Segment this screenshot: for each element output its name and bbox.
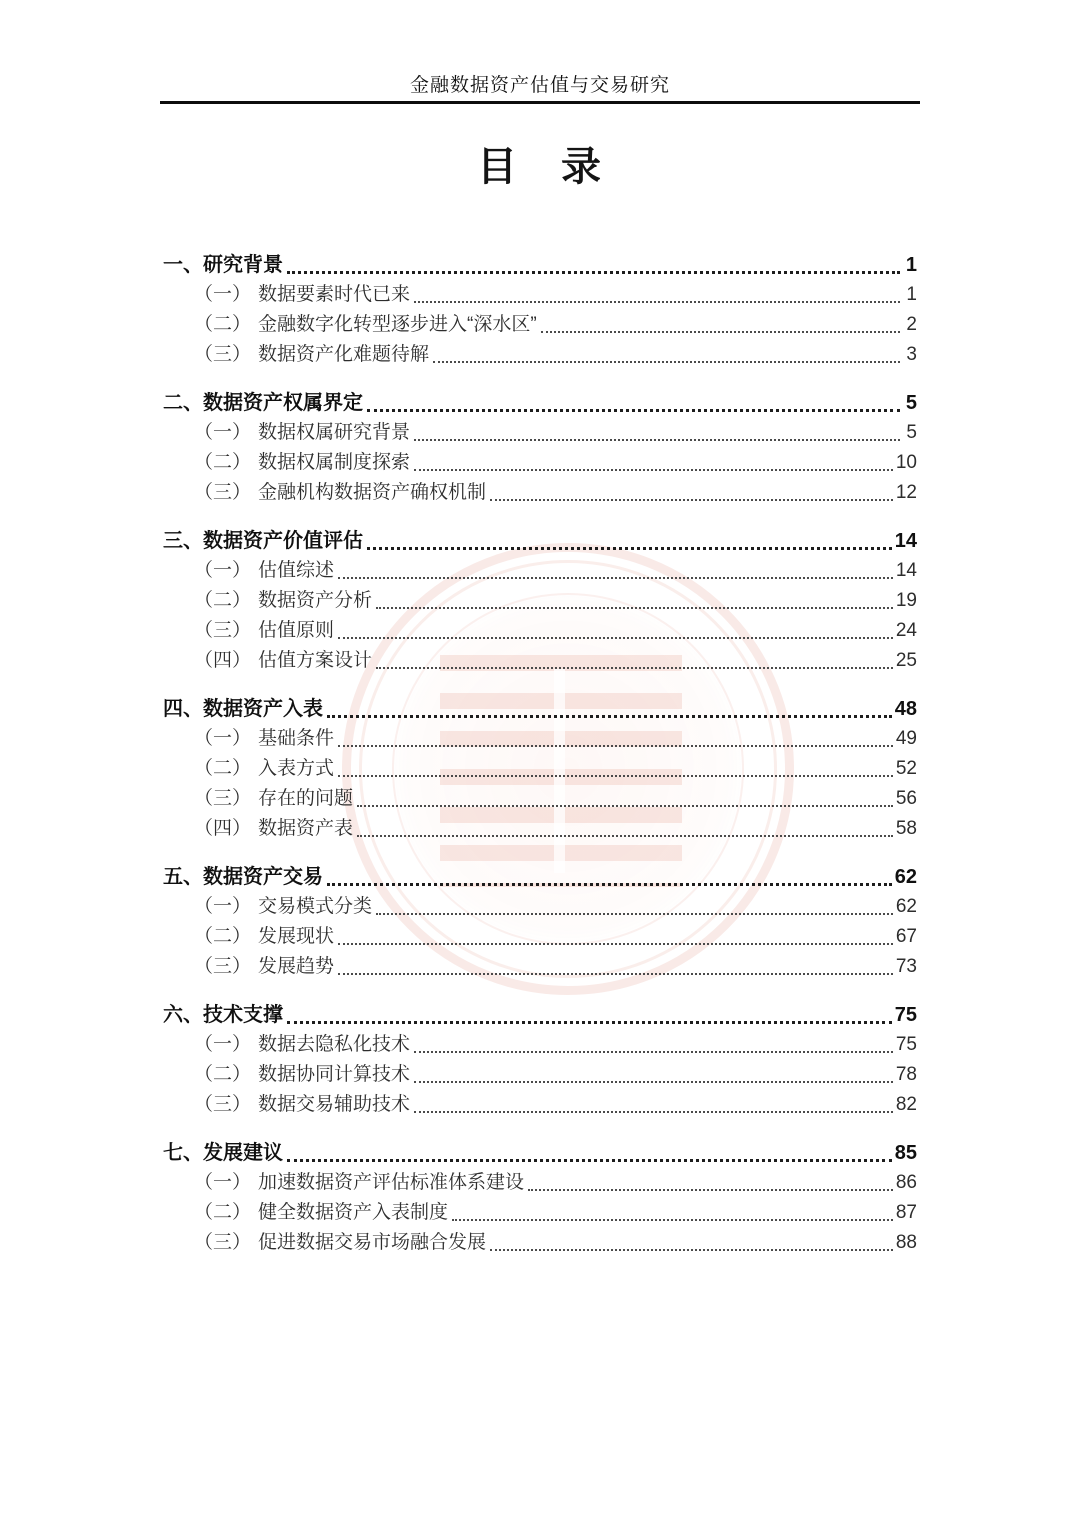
toc-item-label: 数据资产化难题待解 <box>258 344 430 365</box>
toc-item-row <box>163 312 917 338</box>
dot-leader <box>414 1051 893 1053</box>
toc-item-page-number: 12 <box>895 482 917 503</box>
toc-item-page-number: 78 <box>895 1064 917 1085</box>
toc-item-page-number: 14 <box>895 560 917 581</box>
toc-section-row <box>163 1002 917 1028</box>
toc-item-page-number: 3 <box>906 344 917 365</box>
toc-item-page-number: 75 <box>895 1034 917 1055</box>
toc-item-prefix: （三） <box>194 620 252 641</box>
toc-item-label: 金融机构数据资产确权机制 <box>258 482 487 503</box>
running-header: 金融数据资产估值与交易研究 <box>409 75 670 96</box>
toc-item-row <box>163 282 917 308</box>
toc-item-row <box>163 816 917 842</box>
toc-item-page-number: 88 <box>895 1232 917 1253</box>
dot-leader <box>452 1219 893 1221</box>
toc-item-label: 数据资产分析 <box>258 590 373 611</box>
toc-item-prefix: （二） <box>194 1202 252 1223</box>
toc-item-prefix: （三） <box>194 1094 252 1115</box>
toc-item-row <box>163 1230 917 1256</box>
toc-section-label: 三、数据资产价值评估 <box>163 530 363 552</box>
toc-item-label: 估值原则 <box>258 620 335 641</box>
toc-item-row <box>163 756 917 782</box>
toc-section-page-number: 5 <box>905 392 917 414</box>
toc-section-page-number: 48 <box>894 698 917 720</box>
dot-leader <box>338 637 893 639</box>
toc-item-label: 发展现状 <box>258 926 335 947</box>
toc-item-row <box>163 786 917 812</box>
toc-item-page-number: 19 <box>895 590 917 611</box>
toc-section-page-number: 62 <box>894 866 917 888</box>
header-rule <box>160 101 920 104</box>
toc-item-page-number: 1 <box>906 284 917 305</box>
toc-item-label: 发展趋势 <box>258 956 335 977</box>
toc-item-page-number: 86 <box>895 1172 917 1193</box>
toc-section-row <box>163 390 917 416</box>
toc-item-prefix: （三） <box>194 344 252 365</box>
toc-item-page-number: 49 <box>895 728 917 749</box>
toc-item-row <box>163 726 917 752</box>
toc-item-page-number: 82 <box>895 1094 917 1115</box>
toc-item-label: 基础条件 <box>258 728 335 749</box>
toc-item-row <box>163 450 917 476</box>
toc-item-page-number: 58 <box>895 818 917 839</box>
toc-item-label: 数据权属制度探索 <box>258 452 411 473</box>
toc-section-row <box>163 528 917 554</box>
toc-item-prefix: （一） <box>194 284 252 305</box>
toc-item-row <box>163 480 917 506</box>
toc-item-label: 数据协同计算技术 <box>258 1064 411 1085</box>
toc-item-row <box>163 342 917 368</box>
dot-leader <box>367 409 900 412</box>
toc-item-page-number: 24 <box>895 620 917 641</box>
page-title: 目 录 <box>477 145 603 189</box>
dot-leader <box>367 547 892 550</box>
dot-leader <box>414 301 900 303</box>
dot-leader <box>327 883 892 886</box>
dot-leader <box>287 271 900 274</box>
toc-item-page-number: 87 <box>895 1202 917 1223</box>
toc-item-prefix: （三） <box>194 1232 252 1253</box>
dot-leader <box>338 745 893 747</box>
dot-leader <box>338 577 893 579</box>
dot-leader <box>357 835 893 837</box>
toc-item-row <box>163 588 917 614</box>
dot-leader <box>338 775 893 777</box>
dot-leader <box>338 943 893 945</box>
toc-item-prefix: （一） <box>194 896 252 917</box>
toc-item-label: 估值方案设计 <box>258 650 373 671</box>
toc-item-page-number: 25 <box>895 650 917 671</box>
dot-leader <box>414 1111 893 1113</box>
toc-item-row <box>163 924 917 950</box>
toc-item-prefix: （二） <box>194 1064 252 1085</box>
toc-item-label: 加速数据资产评估标准体系建设 <box>258 1172 525 1193</box>
toc-item-prefix: （二） <box>194 452 252 473</box>
toc-item-prefix: （二） <box>194 314 252 335</box>
toc-item-page-number: 56 <box>895 788 917 809</box>
dot-leader <box>287 1021 892 1024</box>
toc-item-prefix: （一） <box>194 1172 252 1193</box>
toc-section-page-number: 1 <box>905 254 917 276</box>
toc-item-label: 数据资产表 <box>258 818 354 839</box>
toc-item-page-number: 10 <box>895 452 917 473</box>
toc-item-label: 入表方式 <box>258 758 335 779</box>
dot-leader <box>490 499 893 501</box>
toc-section-row <box>163 1140 917 1166</box>
dot-leader <box>338 973 893 975</box>
dot-leader <box>287 1159 892 1162</box>
dot-leader <box>327 715 892 718</box>
toc-item-prefix: （三） <box>194 482 252 503</box>
toc-section-page-number: 14 <box>894 530 917 552</box>
toc-item-row <box>163 558 917 584</box>
toc-item-prefix: （四） <box>194 818 252 839</box>
toc-item-row <box>163 648 917 674</box>
toc-item-page-number: 62 <box>895 896 917 917</box>
toc-item-prefix: （三） <box>194 956 252 977</box>
dot-leader <box>528 1189 893 1191</box>
toc-item-row <box>163 1092 917 1118</box>
toc-item-page-number: 73 <box>895 956 917 977</box>
dot-leader <box>490 1249 893 1251</box>
toc-item-page-number: 5 <box>906 422 917 443</box>
toc-item-row <box>163 894 917 920</box>
toc-section-label: 四、数据资产入表 <box>163 698 323 720</box>
toc-section-page-number: 85 <box>894 1142 917 1164</box>
toc-item-label: 促进数据交易市场融合发展 <box>258 1232 487 1253</box>
toc-item-label: 存在的问题 <box>258 788 354 809</box>
dot-leader <box>541 331 900 333</box>
toc-item-prefix: （一） <box>194 728 252 749</box>
toc-item-prefix: （四） <box>194 650 252 671</box>
toc-section-label: 七、发展建议 <box>163 1142 283 1164</box>
dot-leader <box>357 805 893 807</box>
toc-item-row <box>163 618 917 644</box>
toc-item-prefix: （一） <box>194 1034 252 1055</box>
toc-item-label: 估值综述 <box>258 560 335 581</box>
dot-leader <box>414 1081 893 1083</box>
toc-item-label: 金融数字化转型逐步进入“深水区” <box>258 314 537 335</box>
dot-leader <box>376 913 893 915</box>
toc-section-label: 二、数据资产权属界定 <box>163 392 363 414</box>
dot-leader <box>376 607 893 609</box>
toc-item-prefix: （二） <box>194 758 252 779</box>
toc-section-row <box>163 864 917 890</box>
toc-item-page-number: 52 <box>895 758 917 779</box>
toc-section-row <box>163 252 917 278</box>
toc-section-page-number: 75 <box>894 1004 917 1026</box>
toc-item-row <box>163 1062 917 1088</box>
toc-item-row <box>163 954 917 980</box>
toc-section-label: 六、技术支撑 <box>163 1004 283 1026</box>
toc-section-label: 五、数据资产交易 <box>163 866 323 888</box>
toc-item-label: 数据要素时代已来 <box>258 284 411 305</box>
toc-list <box>163 252 917 1256</box>
toc-item-label: 数据去隐私化技术 <box>258 1034 411 1055</box>
toc-item-page-number: 2 <box>906 314 917 335</box>
toc-item-label: 数据权属研究背景 <box>258 422 411 443</box>
toc-item-label: 健全数据资产入表制度 <box>258 1202 449 1223</box>
toc-item-row <box>163 1170 917 1196</box>
toc-item-prefix: （一） <box>194 422 252 443</box>
dot-leader <box>414 469 893 471</box>
toc-item-row <box>163 1200 917 1226</box>
toc-item-label: 数据交易辅助技术 <box>258 1094 411 1115</box>
toc-item-prefix: （二） <box>194 926 252 947</box>
toc-item-prefix: （三） <box>194 788 252 809</box>
toc-item-prefix: （二） <box>194 590 252 611</box>
dot-leader <box>433 361 900 363</box>
dot-leader <box>414 439 900 441</box>
toc-item-row <box>163 420 917 446</box>
toc-item-prefix: （一） <box>194 560 252 581</box>
dot-leader <box>376 667 893 669</box>
toc-item-label: 交易模式分类 <box>258 896 373 917</box>
toc-section-label: 一、研究背景 <box>163 254 283 276</box>
toc-item-row <box>163 1032 917 1058</box>
toc-section-row <box>163 696 917 722</box>
toc-item-page-number: 67 <box>895 926 917 947</box>
